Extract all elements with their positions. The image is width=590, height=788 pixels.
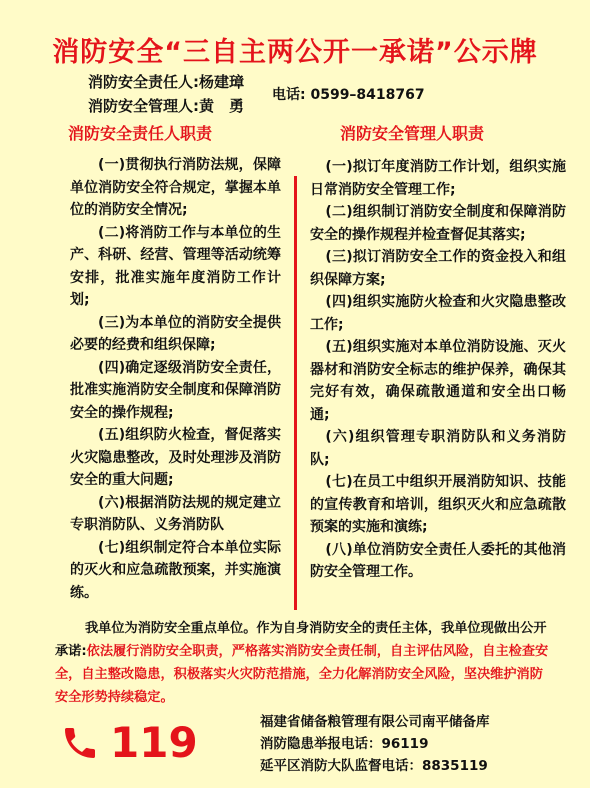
emergency-number: 119	[110, 718, 198, 767]
page-title: 消防安全“三自主两公开一承诺”公示牌	[52, 37, 538, 68]
brigade-phone: 延平区消防大队监督电话：8835119	[260, 758, 488, 774]
right-duty-item: (六)组织管理专职消防队和义务消防队;	[310, 429, 566, 468]
left-duties-list	[70, 154, 281, 604]
right-duty-item: (八)单位消防安全责任人委托的其他消防安全管理工作。	[310, 541, 566, 580]
left-duty-item: (二)将消防工作与本单位的生产、科研、经营、管理等活动统筹安排，批准实施年度消防工作计划;	[70, 224, 281, 308]
contact-phone: 电话: 0599–8418767	[272, 87, 425, 103]
public-commitment	[55, 617, 553, 709]
right-duty-item: (七)在员工中组织开展消防知识、技能的宣传教育和培训，组织灭火和应急疏散预案的实施和演练;	[310, 474, 566, 535]
left-duty-item: (四)确定逐级消防安全责任，批准实施消防安全制度和保障消防安全的操作规程;	[70, 359, 281, 421]
right-duty-item: (三)拟订消防安全工作的资金投入和组织保障方案;	[310, 249, 566, 288]
manager-person: 消防安全管理人:黄 勇	[88, 97, 244, 115]
left-duty-item: (一)贯彻执行消防法规，保障单位消防安全符合规定，掌握本单位的消防安全情况;	[70, 157, 281, 218]
left-column-heading: 消防安全责任人职责	[68, 124, 213, 143]
left-duty-item: (六)根据消防法规的规定建立专职消防队、义务消防队	[70, 494, 281, 533]
left-duty-item: (三)为本单位的消防安全提供必要的经费和组织保障;	[70, 314, 281, 353]
right-duty-item: (四)组织实施防火检查和火灾隐患整改工作;	[310, 294, 566, 333]
commitment-highlight: 依法履行消防安全职责，严格落实消防安全责任制，自主评估风险，自主检查安全，自主整改隐患，积极落实火灾防范措施，全力化解消防安全风险，坚决维护消防安全形势持续稳定。	[55, 644, 549, 705]
right-duty-item: (五)组织实施对本单位消防设施、灭火器材和消防安全标志的维护保养，确保其完好有效，确保疏散通道和安全出口畅通;	[310, 339, 566, 423]
phone-handset-icon	[60, 723, 100, 763]
left-duty-item: (五)组织防火检查，督促落实火灾隐患整改，及时处理涉及消防安全的重大问题;	[70, 427, 281, 488]
emergency-call	[60, 718, 198, 767]
column-divider	[294, 176, 297, 610]
left-duty-item: (七)组织制定符合本单位实际的灭火和应急疏散预案，并实施演练。	[70, 539, 281, 601]
hazard-hotline: 消防隐患举报电话：96119	[260, 736, 429, 752]
responsible-person: 消防安全责任人:杨建璋	[88, 73, 244, 91]
right-duty-item: (二)组织制订消防安全制度和保障消防安全的操作规程并检查督促其落实;	[310, 204, 566, 243]
company-name: 福建省储备粮管理有限公司南平储备库	[260, 714, 490, 730]
right-duty-item: (一)拟订年度消防工作计划，组织实施日常消防安全管理工作;	[310, 159, 566, 198]
right-column-heading: 消防安全管理人职责	[340, 124, 485, 143]
commitment-text: 我单位为消防安全重点单位。作为自身消防安全的责任主体，我单位现做出公开承诺:	[55, 621, 547, 659]
footer-info	[260, 711, 490, 777]
right-duties-list	[310, 156, 566, 584]
